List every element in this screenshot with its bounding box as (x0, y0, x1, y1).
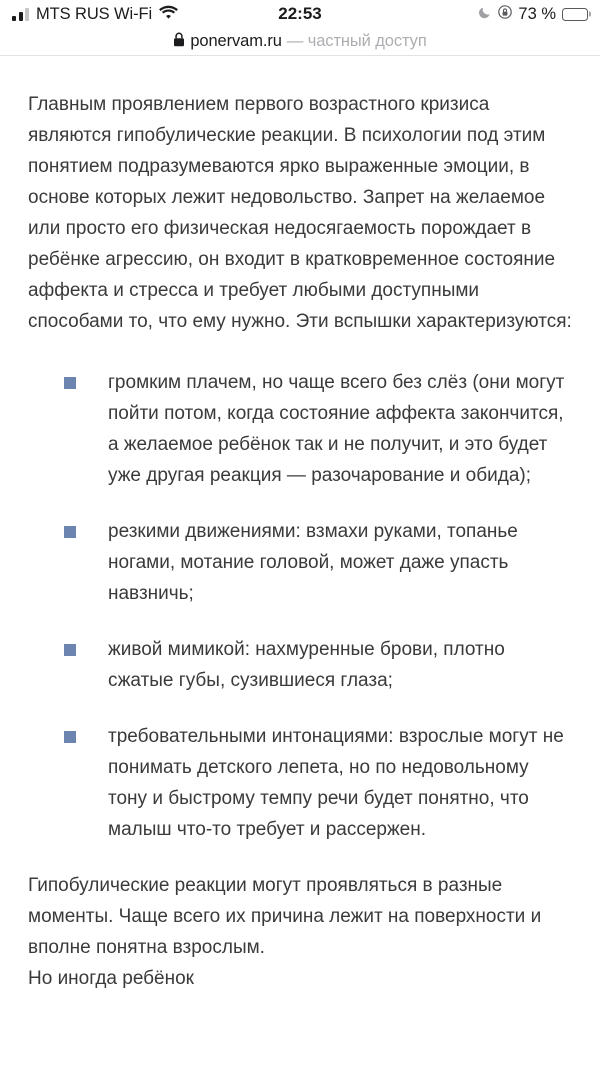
bullet-square-icon (64, 644, 76, 656)
wifi-icon (159, 5, 178, 24)
private-browsing-label: — частный доступ (286, 32, 427, 50)
list-item-text: требовательными интонациями: взрослые могут не понимать детского лепета, но по недовольному тону и быстрому темпу речи будет понятно, что малыш что-то требует и рассержен. (108, 726, 564, 840)
battery-percent-label: 73 % (518, 4, 556, 23)
status-bar-left (12, 5, 178, 24)
url-domain-label: ponervam.ru (190, 32, 282, 50)
bullet-square-icon (64, 526, 76, 538)
content-spacer (28, 845, 572, 859)
list-item (28, 516, 572, 609)
paragraph-intro: Главным проявлением первого возрастного кризиса являются гипобулические реакции. В психологии под этим понятием подразумеваются ярко выраженные эмоции, в основе которых лежит недовольство. Запрет на желаемое или просто его физическая недосягаемость порождает в ребёнке агрессию, он входит в кратковременное состояние аффекта и стресса и требует любыми доступными способами то, что ему нужно. Эти вспышки характеризуются: (28, 94, 572, 332)
cellular-signal-icon (12, 8, 29, 21)
browser-url-bar[interactable] (0, 28, 600, 56)
bullet-square-icon (64, 377, 76, 389)
clipped-next-paragraph: Но иногда ребёнок (28, 968, 194, 989)
ios-status-bar (0, 0, 600, 28)
clock-label: 22:53 (278, 4, 322, 23)
list-item (28, 367, 572, 491)
paragraph-outro: Гипобулические реакции могут проявляться в разные моменты. Чаще всего их причина лежит на поверхности и вполне понятна взрослым. (28, 875, 542, 958)
status-bar-right (478, 5, 588, 24)
bullet-square-icon (64, 731, 76, 743)
list-item-text: резкими движениями: взмахи руками, топанье ногами, мотание головой, может даже упасть навзничь; (108, 521, 518, 604)
lock-icon (173, 32, 185, 52)
moon-icon (478, 5, 492, 24)
symptoms-bullet-list (28, 337, 572, 845)
list-item (28, 721, 572, 845)
list-item-text: громким плачем, но чаще всего без слёз (они могут пойти потом, когда состояние аффекта закончится, а желаемое ребёнок так и не получит, и это будет уже другая реакция — разочарование и обида); (108, 372, 565, 486)
article-content (0, 56, 600, 963)
rotation-lock-icon (498, 5, 512, 24)
list-item-text: живой мимикой: нахмуренные брови, плотно сжатые губы, сузившиеся глаза; (108, 639, 505, 691)
list-item (28, 634, 572, 696)
battery-icon (562, 8, 588, 21)
carrier-label: MTS RUS Wi-Fi (36, 4, 153, 23)
